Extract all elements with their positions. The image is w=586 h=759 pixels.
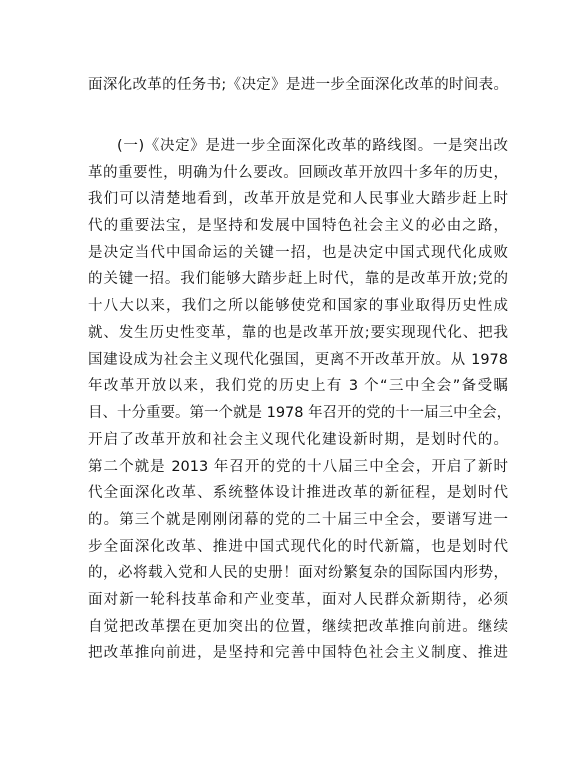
paragraph-line: 的。第三个就是刚刚闭幕的党的二十届三中全会，要谱写进一: [88, 512, 508, 528]
paragraph-line: 的，必将载入党和人民的史册！面对纷繁复杂的国际国内形势，: [88, 565, 508, 581]
paragraph-line: 年改革开放以来，我们党的历史上有 3 个“三中全会”备受瞩: [88, 378, 508, 394]
paragraph-line: 第二个就是 2013 年召开的党的十八届三中全会，开启了新时: [88, 459, 508, 475]
paragraph-line: 是决定当代中国命运的关键一招，也是决定中国式现代化成败: [88, 245, 508, 261]
paragraph-line: 把改革推向前进，是坚持和完善中国特色社会主义制度、推进: [88, 645, 508, 661]
paragraph-line: 步全面深化改革、推进中国式现代化的时代新篇，也是划时代: [88, 539, 508, 555]
paragraph-line: 目、十分重要。第一个就是 1978 年召开的党的十一届三中全会，: [88, 405, 512, 421]
paragraph-line: 代的重要法宝，是坚持和发展中国特色社会主义的必由之路，: [88, 218, 508, 234]
paragraph-line: 代全面深化改革、系统整体设计推进改革的新征程，是划时代: [88, 485, 508, 501]
paragraph-line: 面对新一轮科技革命和产业变革，面对人民群众新期待，必须: [88, 592, 508, 608]
paragraph-line: 的关键一招。我们能够大踏步赶上时代，靠的是改革开放;党的: [88, 271, 508, 287]
paragraph-line: 十八大以来，我们之所以能够使党和国家的事业取得历史性成: [88, 298, 508, 314]
paragraph-line: 革的重要性，明确为什么要改。回顾改革开放四十多年的历史，: [88, 165, 508, 181]
paragraph-line: (一)《决定》是进一步全面深化改革的路线图。一是突出改: [117, 138, 508, 154]
top-text-line: 面深化改革的任务书;《决定》是进一步全面深化改革的时间表。: [88, 77, 508, 93]
paragraph-line: 国建设成为社会主义现代化强国，更离不开改革开放。从 1978: [88, 352, 508, 368]
paragraph-line: 我们可以清楚地看到，改革开放是党和人民事业大踏步赶上时: [88, 191, 508, 207]
paragraph-line: 自觉把改革摆在更加突出的位置，继续把改革推向前进。继续: [88, 619, 508, 635]
paragraph-line: 开启了改革开放和社会主义现代化建设新时期，是划时代的。: [88, 432, 508, 448]
paragraph-line: 就、发生历史性变革，靠的也是改革开放;要实现现代化、把我: [88, 325, 508, 341]
